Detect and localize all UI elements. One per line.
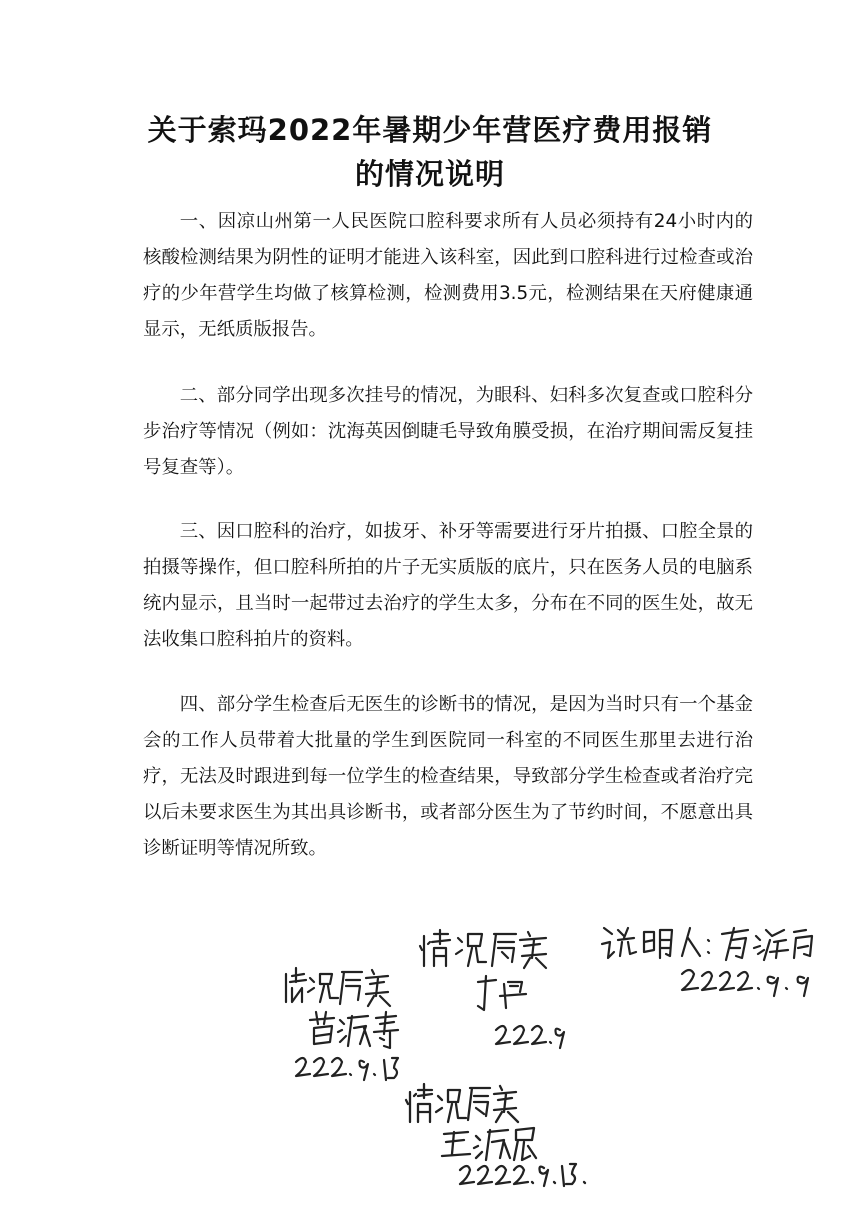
- signature-confirm-3: [404, 1078, 594, 1188]
- paragraph-2: 二、部分同学出现多次挂号的情况，为眼科、妇科多次复查或口腔科分步治疗等情况（例如：沈海英因倒睫毛导致角膜受损，在治疗期间需反复挂号复查等）。: [143, 385, 753, 478]
- signature-confirm-1: [418, 922, 568, 1062]
- paragraph-3: 三、因口腔科的治疗，如拔牙、补牙等需要进行牙片拍摄、口腔全景的拍摄等操作，但口腔科所拍的片子无实质版的底片，只在医务人员的电脑系统内显示，且当时一起带过去治疗的学生太多，分布在不同的医生处，故无法收集口腔科拍片的资料。: [143, 521, 753, 650]
- paragraph-1: 一、因凉山州第一人民医院口腔科要求所有人员必须持有24小时内的核酸检测结果为阴性的证明才能进入该科室，因此到口腔科进行过检查或治疗的少年营学生均做了核算检测，检测费用3.5元，检测结果在天府健康通显示，无纸质版报告。: [143, 211, 753, 340]
- signature-explainer: [598, 918, 818, 1003]
- document-title-line-2: 的情况说明: [354, 157, 505, 191]
- signature-confirm-2: [280, 962, 410, 1087]
- document-title-line-1: 关于索玛2022年暑期少年营医疗费用报销: [147, 113, 713, 147]
- paragraph-4: 四、部分学生检查后无医生的诊断书的情况，是因为当时只有一个基金会的工作人员带着大批量的学生到医院同一科室的不同医生那里去进行治疗，无法及时跟进到每一位学生的检查结果，导致部分学生检查或者治疗完以后未要求医生为其出具诊断书，或者部分医生为了节约时间，不愿意出具诊断证明等情况所致。: [143, 694, 753, 859]
